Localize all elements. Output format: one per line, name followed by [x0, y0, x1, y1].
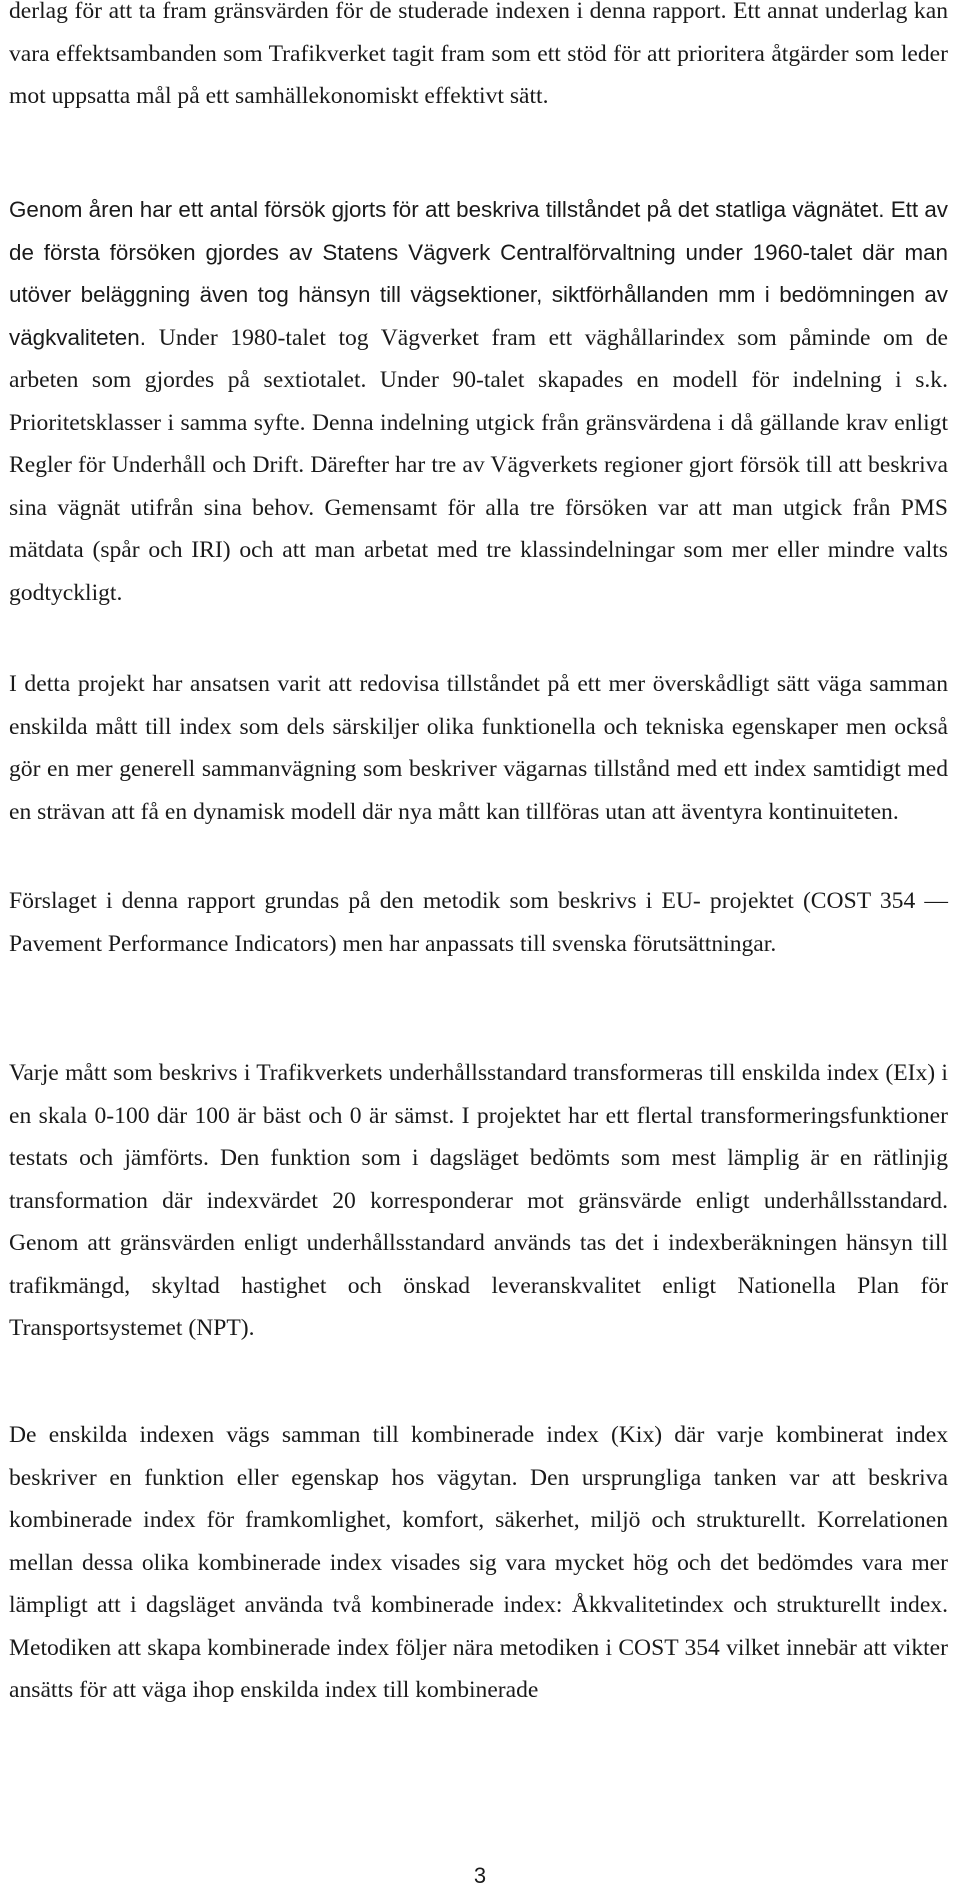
paragraph-5 [9, 1052, 948, 1350]
paragraph-2 [9, 189, 948, 614]
paragraph-5-text: Varje mått som beskrivs i Trafikverkets underhållsstandard transformeras till enskilda index (EIx) i en skala 0-100 där 100 är bäst och 0 är sämst. I projektet har ett flertal transformeringsfunktioner testats och jämförts. Den funktion som i dagsläget bedömts som mest lämplig är en rätlinjig transformation där indexvärdet 20 korresponderar mot gränsvärde enligt underhållsstandard. Genom att gränsvärden enligt underhållsstandard används tas det i indexberäkningen hänsyn till trafikmängd, skyltad hastighet och önskad leveranskvalitet enligt Nationella Plan för Transportsystemet (NPT). [9, 1060, 948, 1341]
paragraph-2-text-sans: Genom åren har ett antal försök gjorts för att beskriva tillståndet på det statliga vägnätet. Ett av de första försöken gjordes av Statens Vägverk Centralförvaltning under 1960-talet där man utöver beläggning även tog hänsyn till vägsektioner, siktförhållanden mm i bedömningen av vägkvaliteten. [9, 197, 948, 350]
paragraph-4 [9, 880, 948, 965]
paragraph-2-text-serif: Under 1980-talet tog Vägverket fram ett väghållarindex som påminde om de arbeten som gjordes på sextiotalet. Under 90-talet skapades en modell för indelning i s.k. Prioritetsklasser i samma syfte. Denna indelning utgick från gränsvärdena i då gällande krav enligt Regler för Underhåll och Drift. Därefter har tre av Vägverkets regioner gjort försök till att beskriva sina vägnät utifrån sina behov. Gemensamt för alla tre försöken var att man utgick från PMS mätdata (spår och IRI) och att man arbetat med tre klassindelningar som mer eller mindre valts godtyckligt. [9, 324, 948, 606]
paragraph-4-text: Förslaget i denna rapport grundas på den metodik som beskrivs i EU- projektet (COST 354 — Pavement Performance Indicators) men har anpassats till svenska förutsättningar. [9, 888, 948, 957]
page-number: 3 [473, 1863, 487, 1888]
paragraph-3 [9, 663, 948, 833]
paragraph-6 [9, 1414, 948, 1712]
paragraph-3-text: I detta projekt har ansatsen varit att redovisa tillståndet på ett mer överskådligt sätt väga samman enskilda mått till index som dels särskiljer olika funktionella och tekniska egenskaper men också gör en mer generell sammanvägning som beskriver vägarnas tillstånd med ett index samtidigt med en strävan att få en dynamisk modell där nya mått kan tillföras utan att äventyra kontinuiteten. [9, 671, 948, 825]
paragraph-6-text: De enskilda indexen vägs samman till kombinerade index (Kix) där varje kombinerat index beskriver en funktion eller egenskap hos vägytan. Den ursprungliga tanken var att beskriva kombinerade index för framkomlighet, komfort, säkerhet, miljö och strukturellt. Korrelationen mellan dessa olika kombinerade index visades sig vara mycket hög och det bedömdes vara mer lämpligt att i dagsläget använda två kombinerade index: Åkkvalitetindex och strukturellt index. Metodiken att skapa kombinerade index följer nära metodiken i COST 354 vilket innebär att vikter ansätts för att väga ihop enskilda index till kombinerade [9, 1422, 948, 1703]
paragraph-1 [9, 0, 948, 118]
paragraph-1-text: derlag för att ta fram gränsvärden för de studerade indexen i denna rapport. Ett annat underlag kan vara effektsambanden som Trafikverket tagit fram som ett stöd för att prioritera åtgärder som leder mot uppsatta mål på ett samhällekonomiskt effektivt sätt. [9, 0, 948, 109]
